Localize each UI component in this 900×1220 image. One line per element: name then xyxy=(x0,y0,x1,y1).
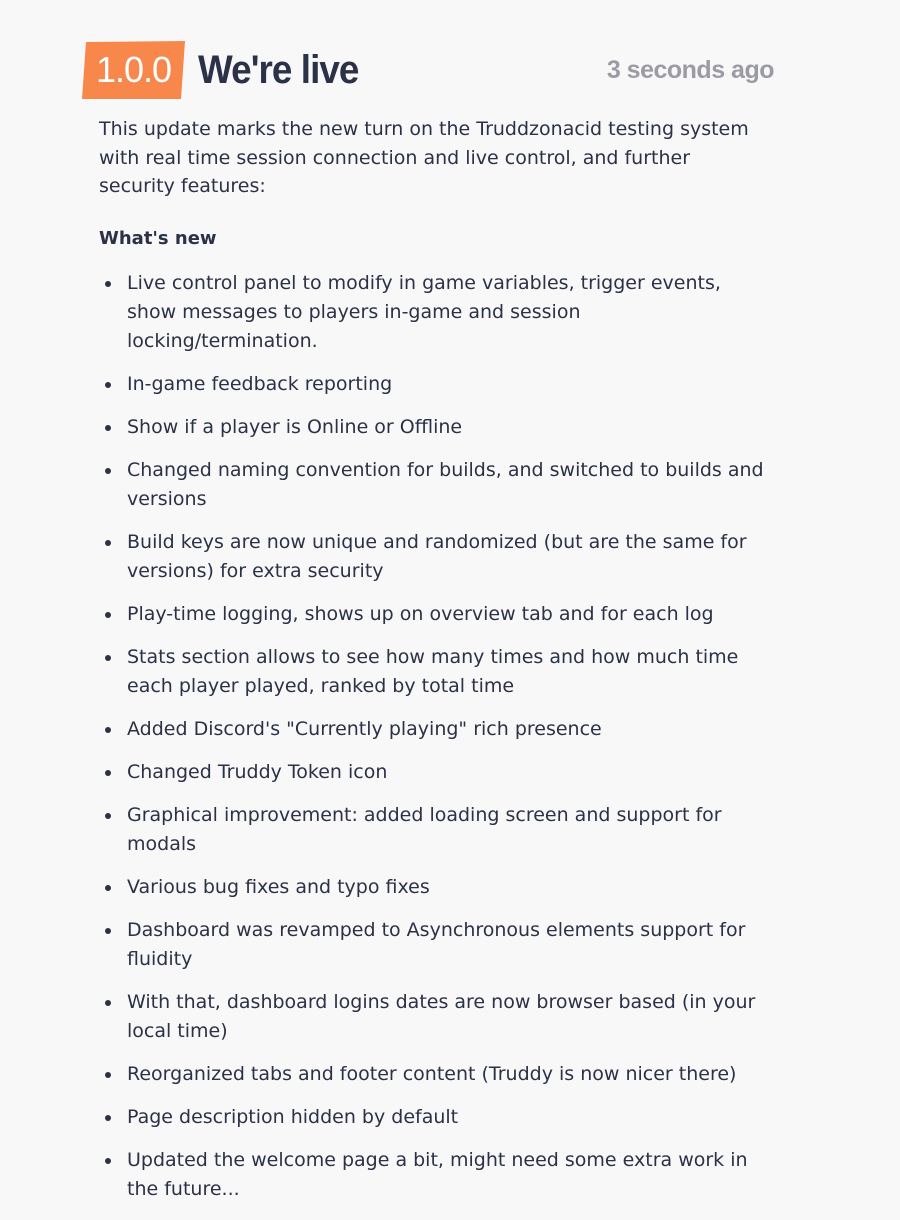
change-text: Various bug fixes and typo fixes xyxy=(127,875,430,898)
bullet-icon xyxy=(105,382,111,388)
change-text: In-game feedback reporting xyxy=(127,372,393,395)
change-item xyxy=(99,456,769,514)
change-text: Show if a player is Online or Offline xyxy=(127,415,463,438)
change-item xyxy=(99,873,769,902)
change-text: Changed naming convention for builds, and switched to builds and versions xyxy=(127,458,764,510)
bullet-icon xyxy=(105,885,111,891)
bullet-icon xyxy=(105,468,111,474)
bullet-icon xyxy=(105,813,111,819)
change-item xyxy=(99,1103,769,1132)
bullet-icon xyxy=(105,281,111,287)
release-notes xyxy=(99,115,769,1218)
bullet-icon xyxy=(105,1115,111,1121)
change-item xyxy=(99,801,769,859)
release-header xyxy=(82,40,774,100)
change-text: Build keys are now unique and randomized (but are the same for versions) for extra security xyxy=(127,530,747,582)
change-text: Graphical improvement: added loading screen and support for modals xyxy=(127,803,722,855)
change-text: Live control panel to modify in game variables, trigger events, show messages to players in-game and session locking/termination. xyxy=(127,271,721,352)
change-text: Play-time logging, shows up on overview tab and for each log xyxy=(127,602,714,625)
change-item xyxy=(99,528,769,586)
change-text: Updated the welcome page a bit, might need some extra work in the future... xyxy=(127,1148,748,1200)
change-item xyxy=(99,715,769,744)
bullet-icon xyxy=(105,1072,111,1078)
change-item xyxy=(99,269,769,356)
whats-new-heading: What's new xyxy=(99,227,217,249)
bullet-icon xyxy=(105,727,111,733)
version-badge xyxy=(82,41,185,99)
bullet-icon xyxy=(105,425,111,431)
bullet-icon xyxy=(105,612,111,618)
bullet-icon xyxy=(105,1158,111,1164)
change-item xyxy=(99,916,769,974)
change-item xyxy=(99,413,769,442)
changes-list xyxy=(99,269,769,1204)
bullet-icon xyxy=(105,770,111,776)
change-item xyxy=(99,370,769,399)
change-item xyxy=(99,758,769,787)
intro-paragraph: This update marks the new turn on the Truddzonacid testing system with real time session connection and live control, and further security features: xyxy=(99,118,749,197)
change-item xyxy=(99,1146,769,1204)
change-text: With that, dashboard logins dates are now browser based (in your local time) xyxy=(127,990,756,1042)
bullet-icon xyxy=(105,540,111,546)
bullet-icon xyxy=(105,1000,111,1006)
version-number: 1.0.0 xyxy=(95,49,172,90)
bullet-icon xyxy=(105,655,111,661)
change-text: Page description hidden by default xyxy=(127,1105,459,1128)
change-text: Changed Truddy Token icon xyxy=(127,760,388,783)
change-text: Stats section allows to see how many times and how much time each player played, ranked by total time xyxy=(127,645,739,697)
release-timestamp: 3 seconds ago xyxy=(606,56,774,84)
change-item xyxy=(99,643,769,701)
change-text: Added Discord's "Currently playing" rich presence xyxy=(127,717,602,740)
change-item xyxy=(99,600,769,629)
release-title: We're live xyxy=(198,48,359,92)
bullet-icon xyxy=(105,928,111,934)
change-text: Dashboard was revamped to Asynchronous elements support for fluidity xyxy=(127,918,746,970)
change-item xyxy=(99,988,769,1046)
change-item xyxy=(99,1060,769,1089)
change-text: Reorganized tabs and footer content (Truddy is now nicer there) xyxy=(127,1062,737,1085)
